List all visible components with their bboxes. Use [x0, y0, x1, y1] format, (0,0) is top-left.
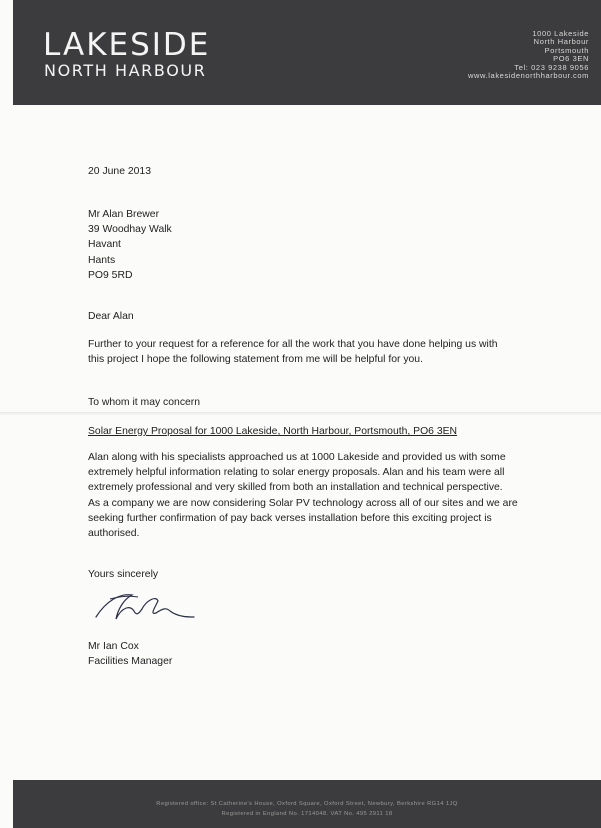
- address-line: PO6 3EN: [553, 54, 589, 64]
- recipient-line: PO9 5RD: [88, 269, 133, 281]
- address-line: North Harbour: [533, 37, 589, 47]
- intro-paragraph: [88, 337, 498, 367]
- closing: Yours sincerely: [88, 569, 159, 580]
- address-website: www.lakesidenorthharbour.com: [467, 71, 589, 81]
- registration-details: Registered in England No. 1714048. VAT No. 495 2911 18: [221, 811, 393, 817]
- signer-block: [88, 639, 172, 669]
- recipient-line: 39 Woodhay Walk: [88, 224, 172, 236]
- letterhead-banner: [13, 0, 601, 105]
- address-line: Portsmouth: [544, 45, 589, 55]
- subject-line: Solar Energy Proposal for 1000 Lakeside, North Harbour, Portsmouth, PO6 3EN: [88, 426, 458, 437]
- recipient-address: [88, 207, 172, 283]
- letterhead-footer: [13, 780, 601, 828]
- recipient-line: Havant: [88, 239, 121, 251]
- paragraph-line: authorised.: [88, 528, 140, 540]
- registered-office: Registered office: St Catherine's House, Oxford Square, Oxford Street, Newbury, Berkshire RG14 1JQ: [156, 801, 458, 807]
- signer-name: Mr Ian Cox: [88, 641, 139, 652]
- address-line: 1000 Lakeside: [532, 29, 589, 38]
- body-paragraph: [88, 450, 518, 541]
- paragraph-line: As a company we are now considering Solar PV technology across all of our sites and we are: [88, 497, 518, 509]
- recipient-line: Hants: [88, 254, 116, 266]
- salutation: Dear Alan: [88, 311, 134, 322]
- signer-title: Facilities Manager: [88, 656, 173, 668]
- to-whom-line: To whom it may concern: [88, 397, 201, 408]
- paper-fold-line: [0, 412, 601, 415]
- company-logo-name: LAKESIDE: [43, 27, 211, 63]
- company-logo-subtitle: NORTH HARBOUR: [44, 61, 207, 80]
- paragraph-line: extremely professional and very skilled from both an installation and technical perspective.: [88, 482, 503, 494]
- recipient-line: Mr Alan Brewer: [88, 209, 160, 220]
- paragraph-line: seeking further confirmation of pay back verses installation before this exciting project is: [88, 512, 492, 524]
- company-address: [468, 30, 589, 80]
- handwritten-signature: [92, 587, 196, 625]
- paragraph-line: this project I hope the following statement from me will be helpful for you.: [88, 354, 423, 366]
- paragraph-line: extremely helpful information relating to solar energy proposals. Alan and his team were all: [88, 467, 505, 479]
- letter-date: 20 June 2013: [88, 166, 151, 177]
- paragraph-line: Alan along with his specialists approached us at 1000 Lakeside and provided us with some: [88, 452, 506, 463]
- address-phone: Tel: 023 9238 9056: [514, 62, 589, 72]
- paragraph-line: Further to your request for a reference for all the work that you have done helping us with: [88, 339, 498, 350]
